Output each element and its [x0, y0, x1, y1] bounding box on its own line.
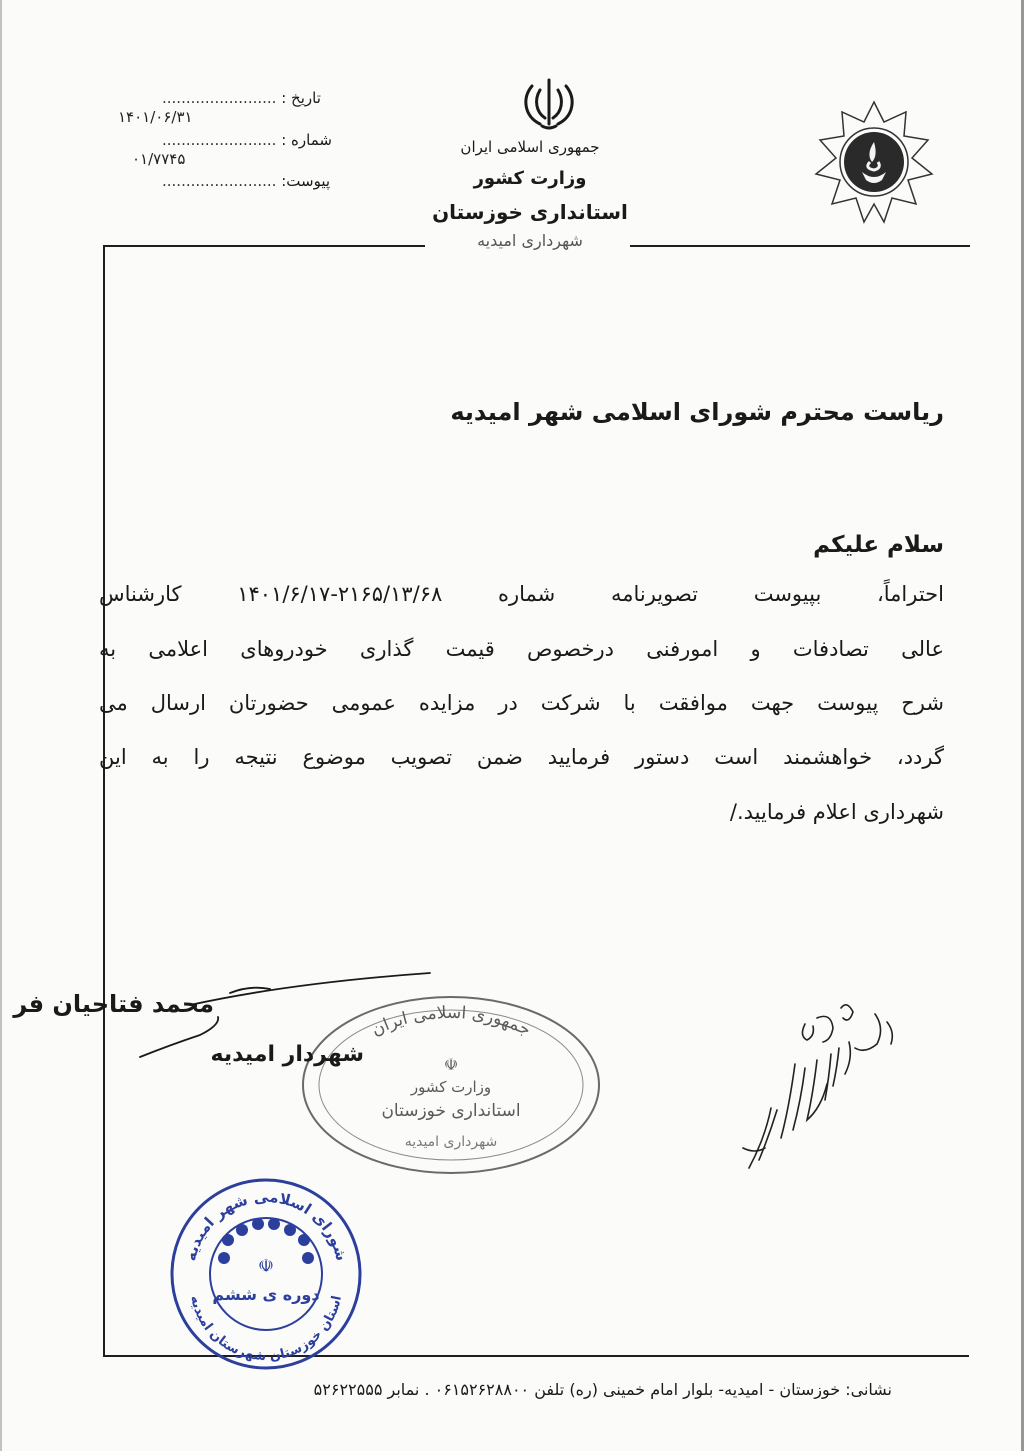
footer-address: نشانی: خوزستان - امیدیه- بلوار امام خمینی (ره) تلفن ۰۶۱۵۲۶۲۸۸۰۰ . نمابر ۵۲۶۲۲۵۵۵ — [313, 1380, 892, 1399]
signer-title: شهردار امیدیه — [210, 1042, 364, 1067]
date-dots: ........................ — [162, 89, 277, 107]
iran-emblem-icon — [518, 76, 580, 132]
council-stamp — [168, 1176, 364, 1372]
signature-scribble-icon — [130, 965, 440, 1065]
header-municipality: شهرداری امیدیه — [477, 231, 583, 250]
number-row — [162, 131, 332, 149]
body-line-5: شهرداری اعلام فرمایید./ — [729, 800, 944, 824]
body-line-2: عالی تصادفات و امورفنی درخصوص قیمت گذاری خودروهای اعلامی به — [99, 637, 944, 661]
number-value: ۰۱/۷۷۴۵ — [132, 150, 186, 168]
date-label: تاریخ : — [281, 89, 321, 107]
number-label: شماره : — [281, 131, 332, 149]
council-stamp-top: شورای اسلامی شهر امیدیه — [181, 1187, 351, 1263]
municipality-stamp-line2: استانداری خوزستان — [381, 1101, 521, 1121]
date-row — [162, 89, 321, 107]
header-ministry: وزارت کشور — [473, 168, 587, 189]
municipality-logo-icon — [808, 96, 940, 228]
frame-top-left — [103, 245, 425, 247]
attachment-label: پیوست: — [281, 172, 331, 190]
letter-recipient: ریاست محترم شورای اسلامی شهر امیدیه — [450, 398, 944, 426]
header-country: جمهوری اسلامی ایران — [460, 138, 600, 156]
attachment-row — [162, 172, 330, 190]
handwritten-note-icon — [735, 988, 915, 1178]
body-line-1: احتراماً، بپیوست تصویرنامه شماره ۲۱۶۵/۱۳/۶۸-۱۴۰۱/۶/۱۷ کارشناس — [99, 582, 944, 606]
number-dots: ........................ — [162, 131, 277, 149]
municipality-stamp-bottom: شهرداری امیدیه — [404, 1134, 498, 1150]
scan-edge-left — [0, 0, 2, 1451]
council-stamp-bottom: استان خوزستان شهرستان امیدیه — [187, 1294, 345, 1365]
date-value: ۱۴۰۱/۰۶/۳۱ — [118, 108, 193, 126]
body-line-3: شرح پیوست جهت موافقت با شرکت در مزایده عمومی حضورتان ارسال می — [99, 691, 944, 715]
signer-name: محمد فتاحیان فر — [13, 990, 214, 1018]
municipality-stamp-top: جمهوری اسلامی ایران — [368, 1002, 534, 1041]
body-line-4: گردد، خواهشمند است دستور فرمایید ضمن تصویب موضوع نتیجه را به این — [99, 745, 944, 769]
header-governorate: استانداری خوزستان — [432, 200, 628, 224]
attachment-dots: ........................ — [162, 172, 277, 190]
frame-top-right — [630, 245, 970, 247]
council-stamp-emblem-icon: ☫ — [257, 1256, 275, 1277]
council-stamp-center: دوره ی ششم — [212, 1285, 320, 1304]
municipality-stamp-emblem-icon: ☫ — [443, 1055, 459, 1074]
letter-salutation: سلام علیکم — [813, 532, 944, 558]
municipality-stamp-line1: وزارت کشور — [410, 1078, 492, 1096]
